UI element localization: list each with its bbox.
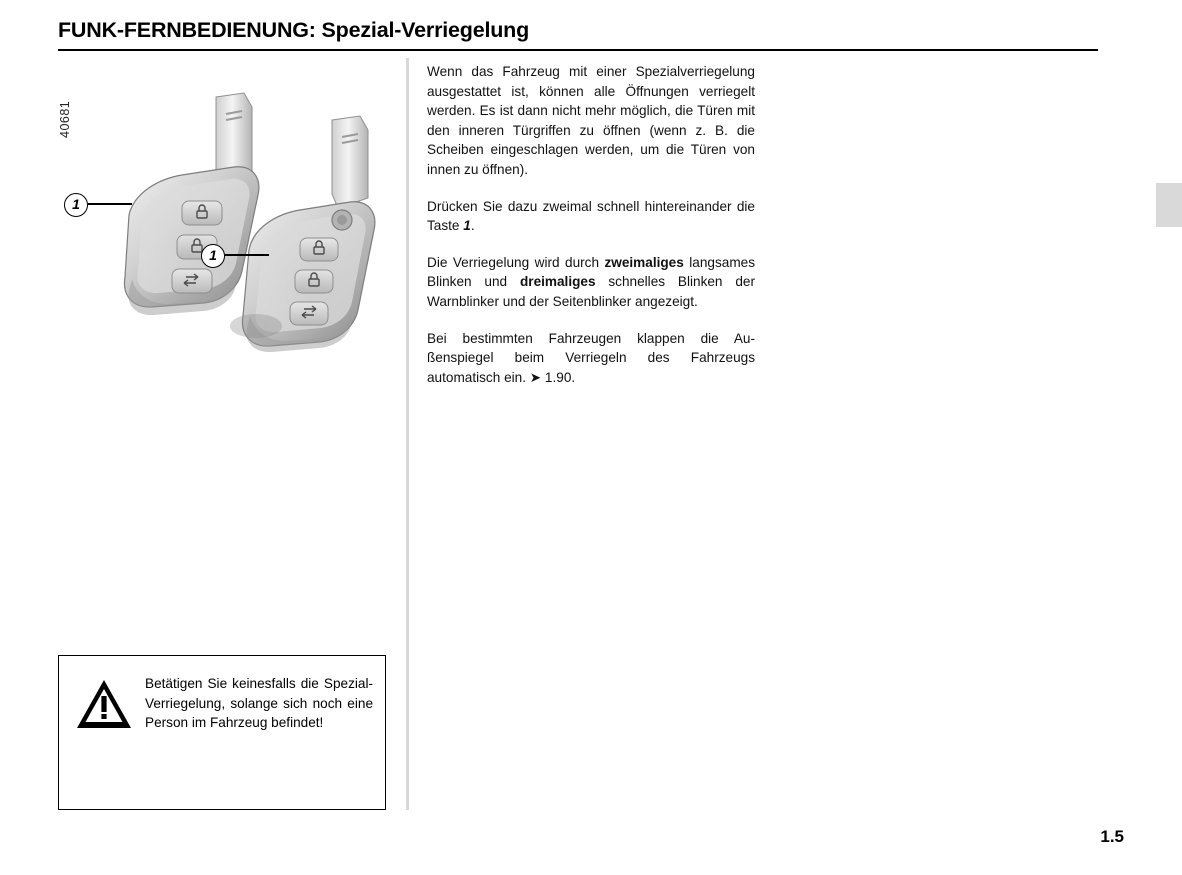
page-title: FUNK-FERNBEDIENUNG: Spezial-Verriegelung	[58, 18, 530, 42]
paragraph-3: Die Verriegelung wird durch zweimaliges langsames Blinken und dreimaliges schnelles Blinken der Warnblinker und der Seitenblinker angezeigt.	[427, 254, 756, 309]
callout-leader-line	[88, 203, 132, 205]
callout-label: 1	[201, 244, 225, 268]
remote-keys-drawing	[56, 62, 401, 402]
page-number: 1.5	[1100, 827, 1124, 846]
paragraph-2: Drücken Sie dazu zweimal schnell hintereinander die Taste 1.	[427, 198, 755, 234]
section-edge-tab	[1156, 183, 1182, 227]
warning-text: Betätigen Sie keinesfalls die Spezial-Verriegelung, solange sich noch eine Person im Fahrzeug befindet!	[145, 676, 373, 730]
warning-box	[58, 655, 386, 810]
key-illustration	[56, 62, 401, 402]
body-text-column	[427, 62, 755, 387]
warning-triangle-icon	[76, 678, 132, 730]
callout-marker-left	[64, 193, 88, 217]
callout-leader-line	[225, 254, 269, 256]
column-divider	[406, 58, 409, 810]
figure-number-label: 40681	[58, 100, 72, 138]
title-divider	[58, 49, 1098, 51]
paragraph-4: Bei bestimmten Fahrzeugen klappen die Außenspiegel beim Verriegeln des Fahrzeugs automatisch ein. ➤ 1.90.	[427, 330, 755, 385]
callout-label: 1	[64, 193, 88, 217]
callout-marker-right	[201, 244, 225, 268]
paragraph-1: Wenn das Fahrzeug mit einer Spezialverriegelung ausgestattet ist, können alle Öffnungen verriegelt werden. Es ist dann nicht mehr möglich, die Türen mit den inneren Türgriffen zu öffnen (wenn z. B. die Scheiben eingeschlagen werden, um die Türen von innen zu öffnen).	[427, 64, 755, 177]
key-left	[122, 93, 262, 315]
